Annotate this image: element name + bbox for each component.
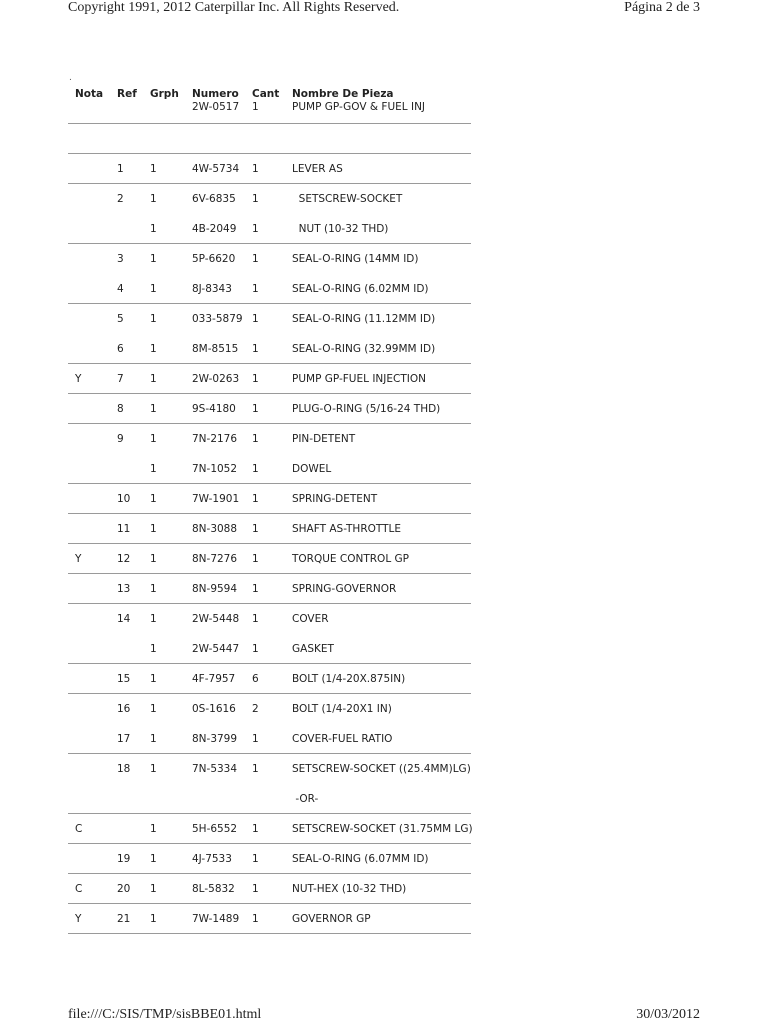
cell-numero: 8N-7276	[192, 553, 238, 565]
cell-ref: 9	[117, 433, 124, 445]
cell-ref: 13	[117, 583, 131, 595]
table-row	[68, 604, 471, 634]
col-grph: Grph	[150, 88, 179, 100]
cell-ref: 12	[117, 553, 131, 565]
table-row	[68, 484, 471, 514]
cell-nombre: NUT (10-32 THD)	[292, 223, 389, 235]
cell-ref: 14	[117, 613, 131, 625]
cell-nombre: SETSCREW-SOCKET	[292, 193, 403, 205]
cell-nombre: SEAL-O-RING (14MM ID)	[292, 253, 419, 265]
cell-cant: 1	[252, 853, 259, 865]
table-row	[68, 334, 471, 364]
cell-grph: 1	[150, 313, 157, 325]
col-nota: Nota	[75, 88, 104, 100]
table-row	[68, 784, 471, 814]
cell-nota: C	[75, 823, 83, 835]
cell-grph: 1	[150, 193, 157, 205]
cell-nombre: PUMP GP-FUEL INJECTION	[292, 373, 426, 385]
table-header	[68, 86, 471, 124]
table-row	[68, 214, 471, 244]
cell-cant: 1	[252, 313, 259, 325]
cell-nombre: BOLT (1/4-20X.875IN)	[292, 673, 406, 685]
cell-numero: 2W-5448	[192, 613, 240, 625]
table-row	[68, 694, 471, 724]
cell-cant: 1	[252, 433, 259, 445]
copyright-text: Copyright 1991, 2012 Caterpillar Inc. All Rights Reserved.	[68, 0, 400, 15]
cell-nombre: -OR-	[292, 793, 319, 805]
table-row	[68, 364, 471, 394]
cell-nombre: COVER-FUEL RATIO	[292, 733, 393, 745]
table-row	[68, 514, 471, 544]
table-row	[68, 304, 471, 334]
cell-ref: 20	[117, 883, 131, 895]
cell-cant: 1	[252, 733, 259, 745]
cell-cant: 1	[252, 823, 259, 835]
cell-nombre: COVER	[292, 613, 329, 625]
table-row	[68, 574, 471, 604]
cell-grph: 1	[150, 253, 157, 265]
cell-grph: 1	[150, 853, 157, 865]
cell-cant: 1	[252, 583, 259, 595]
table-row	[68, 814, 471, 844]
cell-cant: 1	[252, 883, 259, 895]
cell-cant: 1	[252, 373, 259, 385]
page-number: Página 2 de 3	[624, 0, 700, 15]
cell-numero: 4B-2049	[192, 223, 237, 235]
cell-cant: 1	[252, 223, 259, 235]
table-row	[68, 844, 471, 874]
cell-nombre: GASKET	[292, 643, 334, 655]
col-numero: Numero	[192, 88, 239, 100]
cell-numero: 5H-6552	[192, 823, 238, 835]
cell-ref: 7	[117, 373, 124, 385]
table-row	[68, 874, 471, 904]
table-row	[68, 394, 471, 424]
cell-nombre: SPRING-DETENT	[292, 493, 378, 505]
cell-grph: 1	[150, 913, 157, 925]
cell-ref: 18	[117, 763, 131, 775]
cell-grph: 1	[150, 373, 157, 385]
cell-grph: 1	[150, 733, 157, 745]
page-footer	[68, 1007, 700, 1027]
parts-table	[68, 86, 471, 934]
table-row	[68, 244, 471, 274]
cell-nombre: DOWEL	[292, 463, 332, 475]
cell-cant: 1	[252, 553, 259, 565]
table-row	[68, 184, 471, 214]
cell-nombre: NUT-HEX (10-32 THD)	[292, 883, 407, 895]
cell-nombre: LEVER AS	[292, 163, 343, 175]
cell-grph: 1	[150, 613, 157, 625]
table-row	[68, 664, 471, 694]
cell-cant: 1	[252, 283, 259, 295]
cell-cant: 1	[252, 523, 259, 535]
cell-numero: 9S-4180	[192, 403, 236, 415]
print-date: 30/03/2012	[636, 1007, 700, 1022]
cell-grph: 1	[150, 883, 157, 895]
cell-numero: 8N-9594	[192, 583, 238, 595]
cell-ref: 10	[117, 493, 131, 505]
cell-grph: 1	[150, 493, 157, 505]
cell-numero: 8M-8515	[192, 343, 239, 355]
cell-ref: 1	[117, 163, 124, 175]
cell-cant: 1	[252, 403, 259, 415]
table-row	[68, 724, 471, 754]
cell-nota: C	[75, 883, 83, 895]
cell-ref: 6	[117, 343, 124, 355]
cell-numero: 7N-2176	[192, 433, 238, 445]
cell-grph: 1	[150, 163, 157, 175]
cell-grph: 1	[150, 763, 157, 775]
cell-grph: 1	[150, 583, 157, 595]
cell-numero: 033-5879	[192, 313, 243, 325]
cell-grph: 1	[150, 703, 157, 715]
col-ref: Ref	[117, 88, 137, 100]
cell-numero: 2W-5447	[192, 643, 240, 655]
cell-grph: 1	[150, 643, 157, 655]
cell-cant: 1	[252, 463, 259, 475]
cell-nombre: PIN-DETENT	[292, 433, 356, 445]
table-row	[68, 634, 471, 664]
cell-cant: 1	[252, 643, 259, 655]
cell-grph: 1	[150, 343, 157, 355]
cell-cant: 1	[252, 763, 259, 775]
table-row	[68, 154, 471, 184]
cell-nota: Y	[75, 553, 82, 565]
cell-cant: 1	[252, 493, 259, 505]
cell-cant: 6	[252, 673, 259, 685]
cell-nombre: SEAL-O-RING (32.99MM ID)	[292, 343, 436, 355]
cell-nombre: SEAL-O-RING (6.07MM ID)	[292, 853, 429, 865]
cell-grph: 1	[150, 823, 157, 835]
top-part-number: 2W-0517	[192, 101, 240, 113]
cell-nombre: BOLT (1/4-20X1 IN)	[292, 703, 392, 715]
cell-numero: 8N-3088	[192, 523, 238, 535]
cell-ref: 2	[117, 193, 124, 205]
cell-numero: 0S-1616	[192, 703, 236, 715]
cell-numero: 4J-7533	[192, 853, 232, 865]
cell-cant: 1	[252, 253, 259, 265]
table-row	[68, 904, 471, 934]
cell-ref: 19	[117, 853, 131, 865]
cell-ref: 3	[117, 253, 124, 265]
cell-ref: 4	[117, 283, 124, 295]
cell-cant: 1	[252, 343, 259, 355]
table-row	[68, 454, 471, 484]
cell-numero: 8L-5832	[192, 883, 235, 895]
cell-numero: 6V-6835	[192, 193, 236, 205]
cell-ref: 17	[117, 733, 131, 745]
cell-nombre: SPRING-GOVERNOR	[292, 583, 397, 595]
cell-grph: 1	[150, 223, 157, 235]
cell-nombre: SEAL-O-RING (11.12MM ID)	[292, 313, 436, 325]
table-row	[68, 274, 471, 304]
cell-nota: Y	[75, 373, 82, 385]
cell-grph: 1	[150, 463, 157, 475]
col-nombre: Nombre De Pieza	[292, 88, 394, 100]
cell-nombre: SEAL-O-RING (6.02MM ID)	[292, 283, 429, 295]
col-cant: Cant	[252, 88, 280, 100]
table-row	[68, 544, 471, 574]
cell-ref: 15	[117, 673, 131, 685]
cell-cant: 1	[252, 163, 259, 175]
cell-numero: 2W-0263	[192, 373, 240, 385]
table-row	[68, 424, 471, 454]
page-header	[68, 0, 700, 20]
cell-nombre: SETSCREW-SOCKET (31.75MM LG)	[292, 823, 473, 835]
cell-ref: 16	[117, 703, 131, 715]
cell-grph: 1	[150, 673, 157, 685]
cell-grph: 1	[150, 523, 157, 535]
cell-ref: 21	[117, 913, 131, 925]
table-body	[68, 124, 471, 934]
cell-cant: 1	[252, 193, 259, 205]
cell-cant: 1	[252, 613, 259, 625]
cell-ref: 8	[117, 403, 124, 415]
cell-grph: 1	[150, 553, 157, 565]
table-row	[68, 124, 471, 154]
cell-nombre: SHAFT AS-THROTTLE	[292, 523, 402, 535]
cell-grph: 1	[150, 433, 157, 445]
table-row	[68, 754, 471, 784]
cell-nombre: SETSCREW-SOCKET ((25.4MM)LG)	[292, 763, 471, 775]
cell-nombre: TORQUE CONTROL GP	[292, 553, 409, 565]
cell-numero: 7N-1052	[192, 463, 238, 475]
cell-nota: Y	[75, 913, 82, 925]
cell-numero: 7W-1489	[192, 913, 240, 925]
cell-grph: 1	[150, 283, 157, 295]
top-part-name: PUMP GP-GOV & FUEL INJ	[292, 101, 426, 113]
cell-cant: 1	[252, 913, 259, 925]
cell-numero: 7W-1901	[192, 493, 240, 505]
file-path: file:///C:/SIS/TMP/sisBBE01.html	[68, 1007, 262, 1022]
cell-numero: 5P-6620	[192, 253, 236, 265]
cell-numero: 8J-8343	[192, 283, 232, 295]
cell-nombre: PLUG-O-RING (5/16-24 THD)	[292, 403, 441, 415]
cell-numero: 4W-5734	[192, 163, 240, 175]
cell-numero: 7N-5334	[192, 763, 238, 775]
cell-cant: 2	[252, 703, 259, 715]
cell-nombre: GOVERNOR GP	[292, 913, 371, 925]
cell-ref: 11	[117, 523, 131, 535]
page-mark: .	[69, 73, 72, 83]
cell-grph: 1	[150, 403, 157, 415]
cell-numero: 4F-7957	[192, 673, 236, 685]
cell-numero: 8N-3799	[192, 733, 238, 745]
cell-ref: 5	[117, 313, 124, 325]
top-part-qty: 1	[252, 101, 259, 113]
